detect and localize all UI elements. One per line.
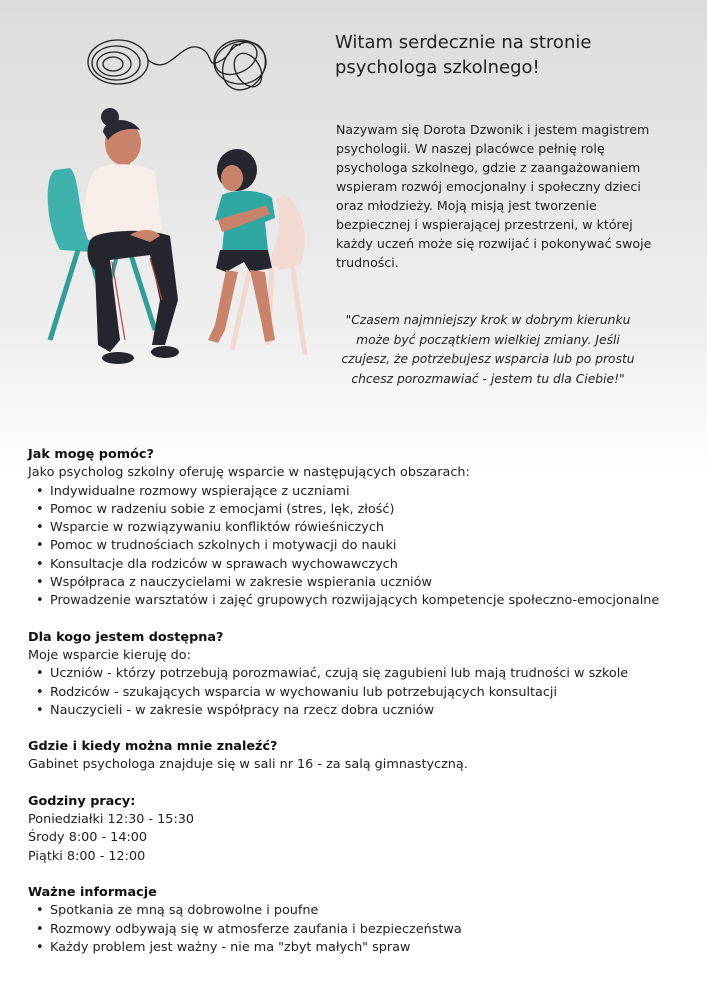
hours-monday: Poniedziałki 12:30 - 15:30 bbox=[28, 812, 195, 828]
section-heading: Jak mogę pomóc? bbox=[28, 447, 154, 462]
list-item: • Spotkania ze mną są dobrowolne i poufne bbox=[50, 902, 698, 920]
section-text: Gabinet psychologa znajduje się w sali nr 16 - za salą gimnastyczną. bbox=[28, 757, 468, 773]
list-item: • Wsparcie w rozwiązywaniu konfliktów rówieśniczych bbox=[50, 519, 698, 537]
list-item: • Pomoc w radzeniu sobie z emocjami (stres, lęk, złość) bbox=[50, 501, 698, 519]
section-heading: Gdzie i kiedy można mnie znaleźć? bbox=[28, 739, 278, 755]
list-item: • Prowadzenie warsztatów i zajęć grupowych rozwijających kompetencje społeczno-emocjonalne bbox=[50, 592, 698, 610]
list-item: • Nauczycieli - w zakresie współpracy na rzecz dobra uczniów bbox=[50, 702, 698, 720]
section-heading: Dla kogo jestem dostępna? bbox=[28, 629, 224, 645]
section-text: Jako psycholog szkolny oferuję wsparcie w następujących obszarach: bbox=[28, 465, 470, 481]
section-heading: Godziny pracy: bbox=[28, 793, 136, 809]
bullet-list bbox=[28, 902, 698, 957]
counseling-illustration bbox=[0, 0, 330, 420]
hours-wednesday: Środy 8:00 - 14:00 bbox=[28, 830, 148, 846]
quote-text: "Czasem najmniejszy krok w dobrym kierunku może być początkiem wielkiej zmiany. Jeśli czujesz, że potrzebujesz wsparcia lub po prostu chcesz porozmawiać - jestem tu dla Ciebie!" bbox=[341, 313, 635, 386]
list-item: • Konsultacje dla rodziców w sprawach wychowawczych bbox=[50, 556, 698, 574]
list-item: • Pomoc w trudnościach szkolnych i motywacji do nauki bbox=[50, 537, 698, 555]
page-title: Witam serdecznie na stronie psychologa szkolnego! bbox=[335, 32, 592, 78]
list-item: • Rozmowy odbywają się w atmosferze zaufania i bezpieczeństwa bbox=[50, 921, 698, 939]
list-item: • Uczniów - którzy potrzebują porozmawiać, czują się zagubieni lub mają trudności w szkole bbox=[50, 665, 698, 683]
section-where-when bbox=[28, 738, 698, 775]
section-text: Moje wsparcie kieruję do: bbox=[28, 647, 191, 663]
bullet-list bbox=[28, 665, 698, 720]
section-important-info bbox=[28, 884, 698, 957]
list-item: • Indywidualne rozmowy wspierające z uczniami bbox=[50, 483, 698, 501]
intro-paragraph: Nazywam się Dorota Dzwonik i jestem magistrem psychologii. W naszej placówce pełnię rolę psychologa szkolnego, gdzie z zaangażowaniem wspieram rozwój emocjonalny i społeczny dzieci oraz młodzieży. Moją misją jest tworzenie bezpiecznej i wspierającej przestrzeni, w której każdy uczeń może się rozwijać i pokonywać swoje trudności. bbox=[336, 122, 652, 270]
section-heading: Ważne informacje bbox=[28, 884, 157, 900]
bullet-list bbox=[28, 483, 698, 611]
list-item: • Współpraca z nauczycielami w zakresie wspierania uczniów bbox=[50, 574, 698, 592]
section-working-hours bbox=[28, 793, 698, 866]
section-how-i-can-help bbox=[28, 446, 698, 611]
list-item: • Rodziców - szukających wsparcia w wychowaniu lub potrzebujących konsultacji bbox=[50, 684, 698, 702]
scribble-icon bbox=[88, 34, 274, 97]
hours-friday: Piątki 8:00 - 12:00 bbox=[28, 848, 146, 864]
list-item: • Każdy problem jest ważny - nie ma "zbyt małych" spraw bbox=[50, 939, 698, 957]
content-area bbox=[28, 446, 698, 975]
section-who-for bbox=[28, 629, 698, 720]
adult-figure bbox=[84, 108, 179, 364]
